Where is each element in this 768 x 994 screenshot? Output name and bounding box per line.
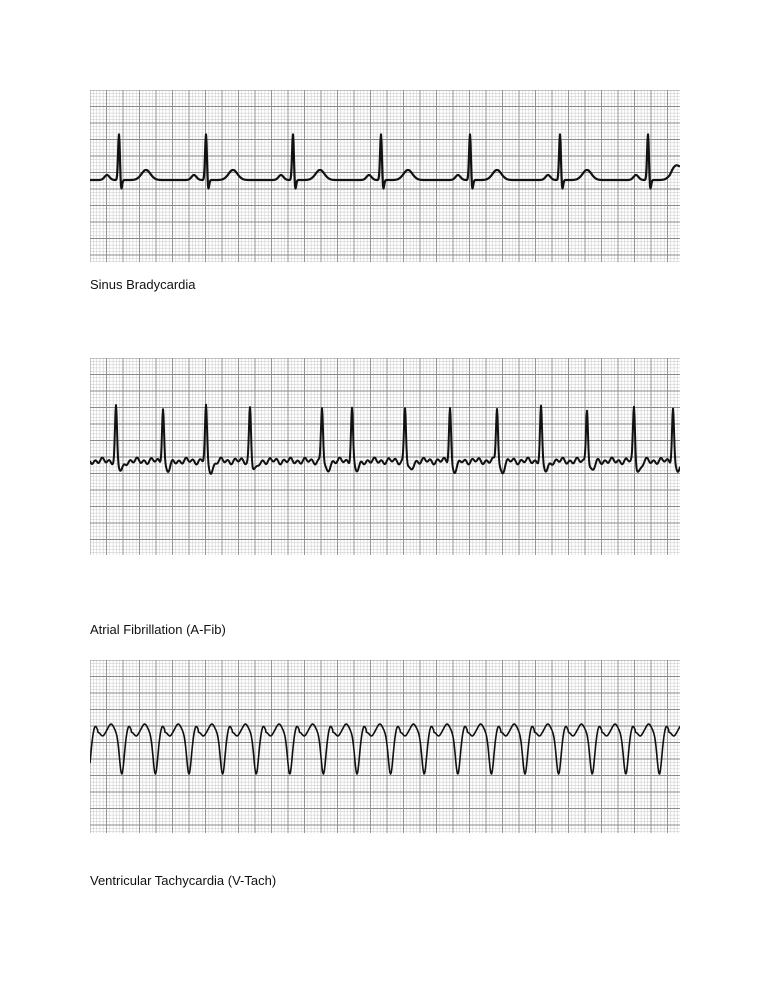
caption-sinus-bradycardia: Sinus Bradycardia <box>90 277 196 292</box>
grid-minor-lines <box>90 358 680 555</box>
caption-ventricular-tachycardia: Ventricular Tachycardia (V-Tach) <box>90 873 277 888</box>
ecg-trace-atrial-fibrillation <box>90 358 680 555</box>
grid-minor-lines <box>90 90 680 262</box>
ecg-trace-sinus-bradycardia <box>90 90 680 262</box>
caption-atrial-fibrillation: Atrial Fibrillation (A-Fib) <box>90 622 226 637</box>
grid-minor-lines <box>90 660 680 833</box>
ecg-strip-atrial-fibrillation <box>90 358 680 555</box>
ecg-strip-ventricular-tachycardia <box>90 660 680 833</box>
ecg-strip-sinus-bradycardia <box>90 90 680 262</box>
ecg-trace-ventricular-tachycardia <box>90 660 680 833</box>
